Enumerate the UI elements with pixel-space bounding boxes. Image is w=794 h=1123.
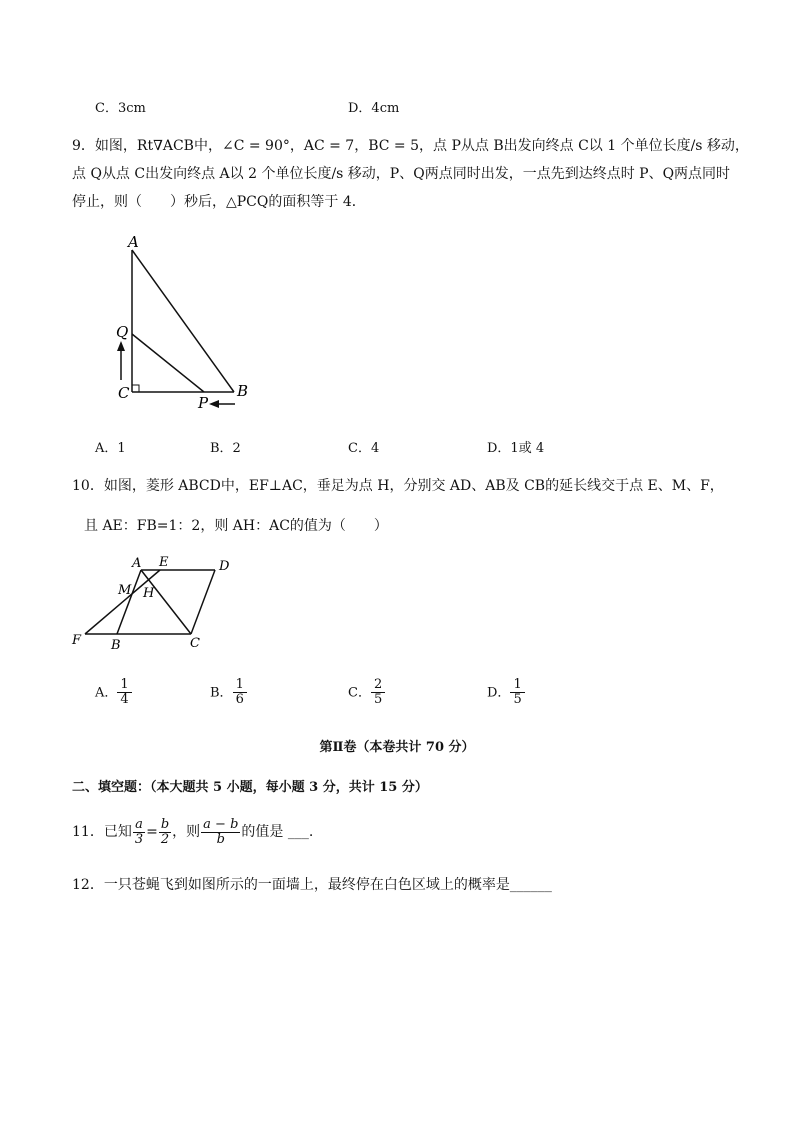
q10-label-d: D bbox=[219, 559, 230, 574]
q12: 12．一只苍蝇飞到如图所示的一面墙上，最终停在白色区域上的概率是______ bbox=[72, 877, 552, 893]
q11: 11．已知 $\frac{a}{3}$ = $\frac{b}{2}$ ，则 $\frac{a - b}{b}$ 的值是 ___. bbox=[72, 817, 314, 847]
q8-option-c: C．3cm bbox=[95, 101, 146, 116]
q10-label-h: H bbox=[143, 586, 155, 601]
q9-label-q: Q bbox=[116, 323, 129, 341]
q9-label-a: A bbox=[128, 233, 139, 251]
q8-option-d: D．4cm bbox=[348, 101, 400, 116]
q9-option-b: B．2 bbox=[210, 441, 241, 456]
q10-line2: 且 AE：FB=1：2，则 AH：AC的值为（ ） bbox=[84, 518, 388, 534]
q9-line2: 点 Q从点 C出发向终点 A以 2 个单位长度/s 移动，P、Q两点同时出发，一点先到达终点时 P、Q两点同时 bbox=[72, 166, 731, 182]
q9-option-d: D．1或 4 bbox=[487, 441, 545, 456]
q10-figure bbox=[66, 552, 246, 657]
q9-option-c: C．4 bbox=[348, 441, 380, 456]
q9-label-c: C bbox=[118, 384, 130, 402]
q10-label-f: F bbox=[72, 633, 82, 648]
q9-label-p: P bbox=[198, 394, 209, 412]
q10-label-e: E bbox=[159, 555, 169, 570]
q10-label-c: C bbox=[190, 636, 200, 651]
q10-option-b: B． $\frac{1}{6}$ bbox=[210, 678, 247, 708]
q10-option-c: C． $\frac{2}{5}$ bbox=[348, 678, 385, 708]
fill-header: 二、填空题：（本大题共 5 小题，每小题 3 分，共计 15 分） bbox=[72, 780, 428, 795]
q9-line3: 停止，则（ ）秒后，△PCQ的面积等于 4． bbox=[72, 194, 366, 210]
q9-label-b: B bbox=[237, 382, 249, 400]
q9-line1: 9．如图，Rt∇ACB中，∠C = 90°，AC = 7，BC = 5，点 P从点 B出发向终点 C以 1 个单位长度/s 移动， bbox=[72, 138, 749, 154]
q10-option-a: A． $\frac{1}{4}$ bbox=[95, 678, 132, 708]
section2-title: 第Ⅱ卷（本卷共计 70 分） bbox=[319, 740, 475, 755]
q10-line1: 10．如图，菱形 ABCD中，EF⊥AC，垂足为点 H，分别交 AD、AB及 CB的延长线交于点 E、M、F， bbox=[72, 478, 724, 494]
q9-figure bbox=[100, 228, 270, 418]
q10-label-b: B bbox=[111, 638, 121, 653]
q10-label-m: M bbox=[118, 583, 132, 598]
q10-label-a: A bbox=[132, 556, 142, 571]
q9-option-a: A．1 bbox=[95, 441, 126, 456]
q10-option-d: D． $\frac{1}{5}$ bbox=[487, 678, 525, 708]
